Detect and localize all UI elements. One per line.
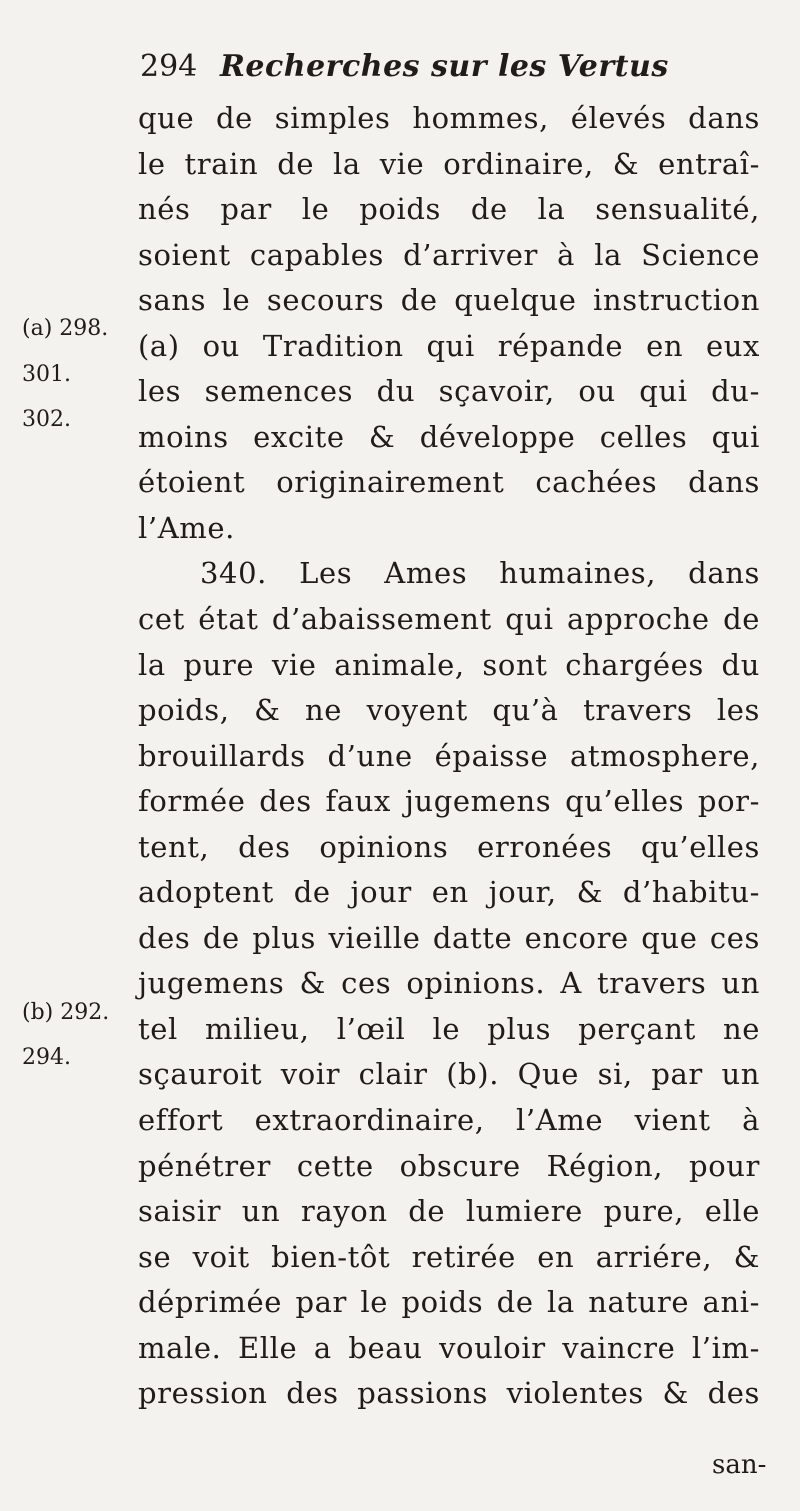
text-line: (a) ou Tradition qui répande en eux <box>138 328 760 363</box>
text-line: pression des passions violentes & des <box>138 1376 760 1411</box>
running-header <box>140 42 669 92</box>
text-line: des de plus vieille datte encore que ces <box>138 920 760 955</box>
body-text <box>138 96 760 1417</box>
text-line: formée des faux jugemens qu’elles por- <box>138 784 760 819</box>
margin-note-b-ref-1: (b) 292. <box>22 1000 110 1025</box>
text-line: cet état d’abaissement qui approche de <box>138 602 760 637</box>
text-line: les semences du sçavoir, ou qui du- <box>138 374 760 409</box>
text-line: soient capables d’arriver à la Science <box>138 237 760 272</box>
text-line: la pure vie animale, sont chargées du <box>138 647 760 682</box>
margin-note-b-ref-2: 294. <box>22 1045 71 1070</box>
page-number: 294 <box>140 49 198 84</box>
text-line: que de simples hommes, élevés dans <box>138 101 760 135</box>
text-line: adoptent de jour en jour, & d’habitu- <box>138 875 760 910</box>
running-title: Recherches sur les Vertus <box>220 49 669 84</box>
text-line: brouillards d’une épaisse atmosphere, <box>138 738 760 773</box>
paragraph-start-line: 340. Les Ames humaines, dans <box>200 556 760 591</box>
text-line: moins excite & développe celles qui <box>138 419 760 454</box>
text-line: saisir un rayon de lumiere pure, elle <box>138 1194 760 1229</box>
margin-note-a-ref-3: 302. <box>22 407 71 432</box>
margin-note-a-ref-2: 301. <box>22 362 71 387</box>
text-line: jugemens & ces opinions. A travers un <box>138 966 760 1001</box>
catchword: san- <box>712 1450 767 1480</box>
text-line: tel milieu, l’œil le plus perçant ne <box>138 1011 760 1046</box>
text-line: pénétrer cette obscure Région, pour <box>138 1148 760 1183</box>
text-line: se voit bien-tôt retirée en arriére, & <box>138 1239 760 1274</box>
text-line: tent, des opinions erronées qu’elles <box>138 829 760 864</box>
text-line: déprimée par le poids de la nature ani- <box>138 1285 760 1320</box>
text-line: le train de la vie ordinaire, & entraî- <box>138 146 760 181</box>
text-line: étoient originairement cachées dans <box>138 465 760 500</box>
text-line: male. Elle a beau vouloir vaincre l’im- <box>138 1330 760 1365</box>
text-line: poids, & ne voyent qu’à travers les <box>138 693 760 728</box>
text-line: effort extraordinaire, l’Ame vient à <box>138 1103 760 1138</box>
text-line: sans le secours de quelque instruction <box>138 283 760 318</box>
text-line: sçauroit voir clair (b). Que si, par un <box>138 1057 760 1092</box>
margin-note-a-ref-1: (a) 298. <box>22 316 109 341</box>
text-line: nés par le poids de la sensualité, <box>138 192 760 227</box>
text-line: l’Ame. <box>138 510 235 545</box>
